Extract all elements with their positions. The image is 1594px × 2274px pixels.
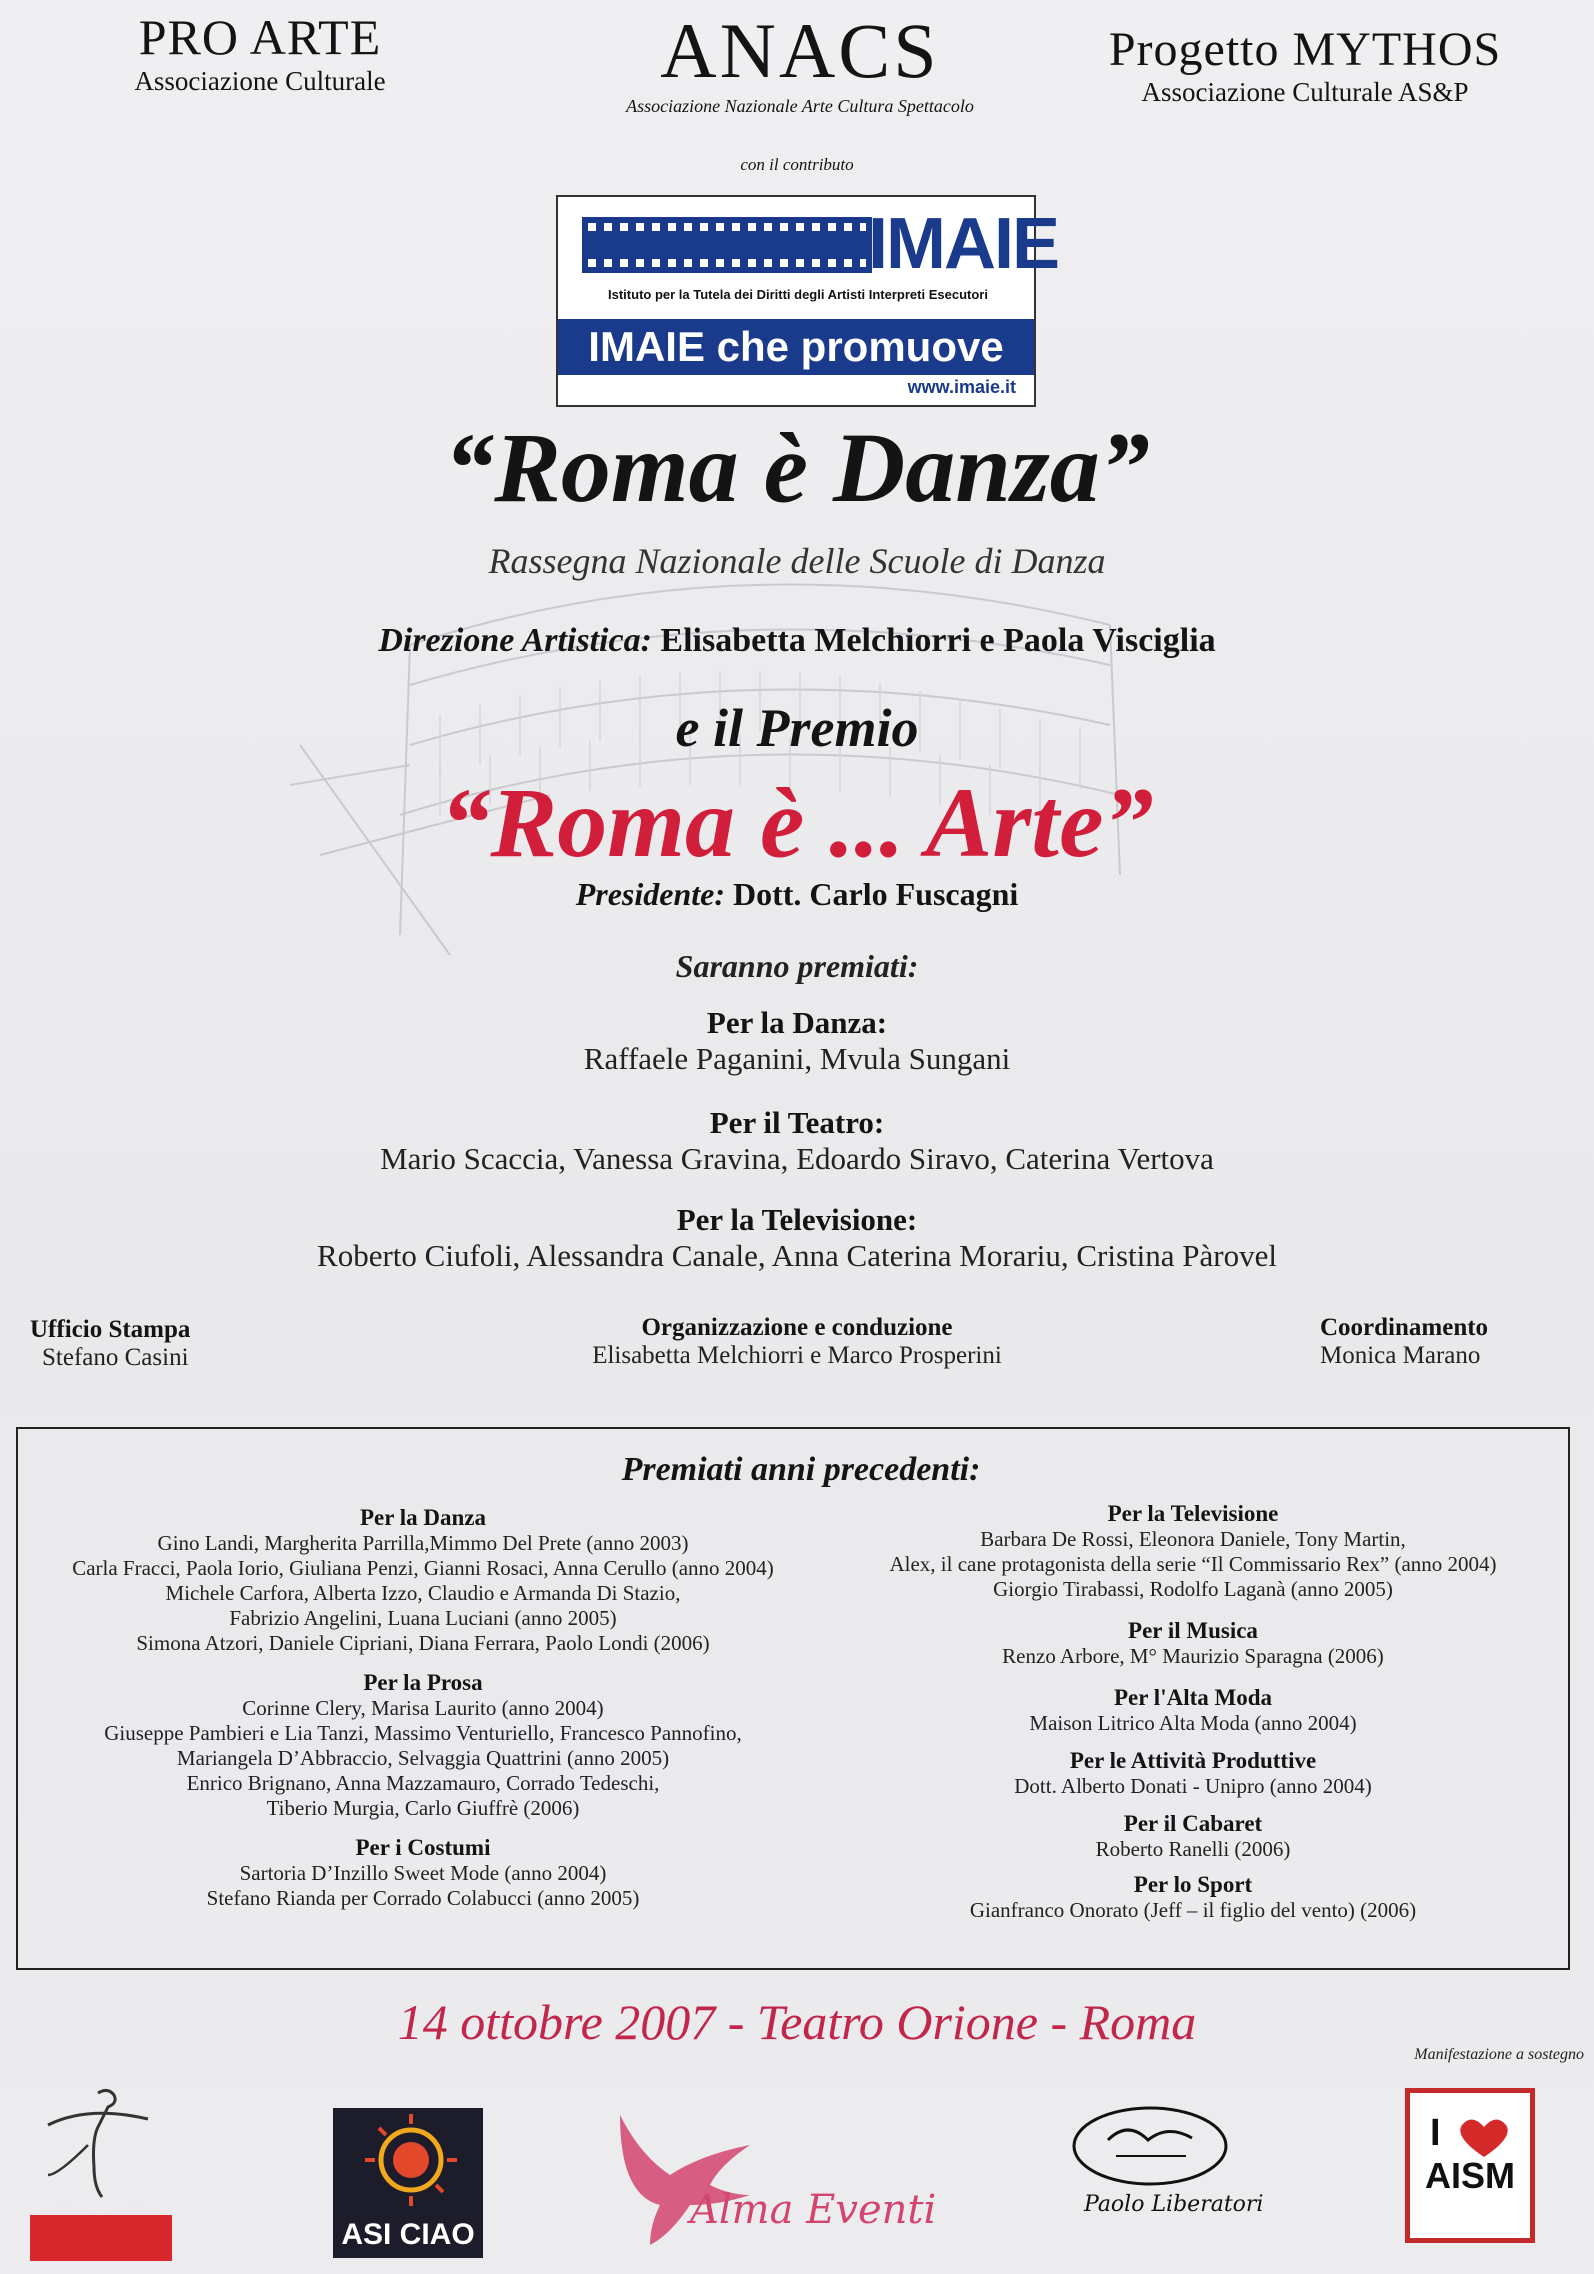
- premio-title: “Roma è ... Arte”: [440, 767, 1154, 878]
- org-anacs: [540, 6, 1060, 117]
- dancer-logo-icon: [28, 2085, 178, 2263]
- org-mythos-name: Progetto MYTHOS: [1108, 23, 1502, 76]
- sun-icon: [333, 2108, 483, 2218]
- imaie-caption: Istituto per la Tutela dei Diritti degli Artisti Interpreti Esecutori: [608, 287, 988, 302]
- past-costumi-group: [28, 1835, 818, 1911]
- credit-organizzazione: [497, 1314, 1097, 1370]
- premio-intro: e il Premio: [675, 698, 919, 758]
- past-line: Dott. Alberto Donati - Unipro (anno 2004): [1014, 1774, 1372, 1798]
- past-line: Fabrizio Angelini, Luana Luciani (anno 2005): [229, 1606, 617, 1630]
- award-televisione: [100, 1202, 1494, 1274]
- credit-ufficio-val: Stefano Casini: [42, 1344, 189, 1371]
- past-tv-group: [828, 1501, 1558, 1602]
- credit-ufficio-head: Ufficio Stampa: [30, 1316, 191, 1343]
- liberatori-label: Paolo Liberatori: [1084, 2192, 1264, 2217]
- past-line: Enrico Brignano, Anna Mazzamauro, Corrado Tedeschi,: [186, 1771, 660, 1795]
- aism-heart-icon: [1410, 2097, 1530, 2157]
- aism-logo-icon: [1405, 2088, 1535, 2243]
- past-prosa-head: Per la Prosa: [363, 1670, 483, 1695]
- liberatori-logo-icon: [1068, 2100, 1238, 2190]
- org-mythos: [1080, 22, 1530, 108]
- past-line: Gianfranco Onorato (Jeff – il figlio del vento) (2006): [969, 1898, 1417, 1922]
- credit-org-head: Organizzazione e conduzione: [641, 1314, 953, 1341]
- org-anacs-name: ANACS: [660, 7, 940, 94]
- past-line: Corinne Clery, Marisa Laurito (anno 2004): [242, 1696, 604, 1720]
- award-teatro: [100, 1105, 1494, 1177]
- liberatori-logo: [1060, 2100, 1270, 2230]
- past-costumi-head: Per i Costumi: [355, 1835, 491, 1860]
- past-line: Michele Carfora, Alberta Izzo, Claudio e Armanda Di Stazio,: [165, 1581, 681, 1605]
- sostegno-label: Manifestazione a sostegno: [1414, 2046, 1584, 2063]
- president-name: Dott. Carlo Fuscagni: [732, 876, 1019, 912]
- imaie-url: www.imaie.it: [907, 377, 1016, 397]
- past-prosa-group: [28, 1670, 818, 1821]
- credit-org-val: Elisabetta Melchiorri e Marco Prosperini: [592, 1342, 1002, 1369]
- past-line: Stefano Rianda per Corrado Colabucci (anno 2005): [206, 1886, 640, 1910]
- past-produttive-head: Per le Attività Produttive: [1069, 1748, 1317, 1773]
- past-line: Giuseppe Pambieri e Lia Tanzi, Massimo Venturiello, Francesco Pannofino,: [104, 1721, 742, 1745]
- event-subtitle: Rassegna Nazionale delle Scuole di Danza: [488, 541, 1106, 581]
- past-cabaret-group: [828, 1811, 1558, 1862]
- org-pro-arte-sub: Associazione Culturale: [134, 66, 386, 96]
- past-right-column: [828, 1501, 1558, 1923]
- award-teatro-names: Mario Scaccia, Vanessa Gravina, Edoardo Siravo, Caterina Vertova: [380, 1141, 1214, 1176]
- credit-coordinamento: [1320, 1314, 1580, 1370]
- past-line: Tiberio Murgia, Carlo Giuffrè (2006): [266, 1796, 580, 1820]
- past-line: Mariangela D’Abbraccio, Selvaggia Quattrini (anno 2005): [176, 1746, 670, 1770]
- alma-eventi-logo: [600, 2105, 980, 2255]
- president-line: [300, 876, 1294, 913]
- event-title: “Roma è Danza”: [444, 412, 1150, 523]
- past-danza-group: [28, 1505, 818, 1656]
- past-line: Simona Atzori, Daniele Cipriani, Diana Ferrara, Paolo Londi (2006): [136, 1631, 710, 1655]
- asi-ciao-label: ASI CIAO: [341, 2218, 475, 2251]
- award-danza-head: Per la Danza:: [706, 1005, 888, 1040]
- past-line: Carla Fracci, Paola Iorio, Giuliana Penzi, Gianni Rosaci, Anna Cerullo (anno 2004): [72, 1556, 774, 1580]
- past-line: Sartoria D’Inzillo Sweet Mode (anno 2004): [239, 1861, 607, 1885]
- past-line: Renzo Arbore, M° Maurizio Sparagna (2006): [1002, 1644, 1384, 1668]
- past-line: Giorgio Tirabassi, Rodolfo Laganà (anno 2005): [993, 1577, 1393, 1601]
- imaie-band: IMAIE che promuove: [558, 319, 1034, 375]
- past-winners-title: Premiati anni precedenti:: [621, 1451, 981, 1488]
- org-anacs-sub: Associazione Nazionale Arte Cultura Spettacolo: [626, 96, 974, 116]
- past-left-column: [28, 1505, 818, 1911]
- past-line: Maison Litrico Alta Moda (anno 2004): [1029, 1711, 1357, 1735]
- past-produttive-group: [828, 1748, 1558, 1799]
- president-label: Presidente:: [575, 876, 725, 912]
- contrib-label: con il contributo: [740, 155, 854, 174]
- past-line: Alex, il cane protagonista della serie “Il Commissario Rex” (anno 2004): [889, 1552, 1497, 1576]
- imaie-logo-box: [556, 195, 1059, 407]
- credit-ufficio-stampa: [30, 1316, 330, 1372]
- aism-label: AISM: [1425, 2155, 1515, 2196]
- past-line: Barbara De Rossi, Eleonora Daniele, Tony Martin,: [980, 1527, 1406, 1551]
- imaie-logo-text: IMAIE: [868, 204, 1059, 284]
- org-pro-arte-name: PRO ARTE: [138, 9, 382, 65]
- credit-coord-val: Monica Marano: [1320, 1342, 1481, 1369]
- past-sport-head: Per lo Sport: [1133, 1872, 1253, 1897]
- award-danza-names: Raffaele Paganini, Mvula Sungani: [583, 1041, 1011, 1076]
- past-tv-head: Per la Televisione: [1107, 1501, 1279, 1526]
- past-musica-head: Per il Musica: [1128, 1618, 1258, 1643]
- award-tv-names: Roberto Ciufoli, Alessandra Canale, Anna Caterina Morariu, Cristina Pàrovel: [317, 1238, 1277, 1273]
- credit-coord-head: Coordinamento: [1320, 1314, 1489, 1341]
- award-danza: [100, 1005, 1494, 1077]
- saranno-premiati: Saranno premiati:: [675, 948, 919, 984]
- past-winners-box: [16, 1427, 1570, 1970]
- direction-names: Elisabetta Melchiorri e Paola Visciglia: [660, 622, 1216, 659]
- award-tv-head: Per la Televisione:: [676, 1202, 918, 1237]
- film-strip-icon: [582, 217, 872, 273]
- past-altamoda-head: Per l'Alta Moda: [1114, 1685, 1272, 1710]
- alma-eventi-label: Alma Eventi: [690, 2187, 937, 2233]
- past-sport-group: [828, 1872, 1558, 1923]
- past-line: Gino Landi, Margherita Parrilla,Mimmo Del Prete (anno 2003): [157, 1531, 689, 1555]
- asi-ciao-logo-icon: [333, 2108, 483, 2258]
- past-musica-group: [828, 1618, 1558, 1669]
- event-date-venue: 14 ottobre 2007 - Teatro Orione - Roma: [397, 1994, 1197, 2050]
- award-teatro-head: Per il Teatro:: [709, 1105, 885, 1140]
- org-mythos-sub: Associazione Culturale AS&P: [1141, 77, 1469, 107]
- aism-i-text: I: [1430, 2112, 1441, 2154]
- org-pro-arte: [90, 8, 430, 97]
- artistic-direction: [150, 622, 1444, 660]
- past-danza-head: Per la Danza: [359, 1505, 487, 1530]
- past-cabaret-head: Per il Cabaret: [1123, 1811, 1263, 1836]
- past-line: Roberto Ranelli (2006): [1095, 1837, 1291, 1861]
- direction-label: Direzione Artistica:: [378, 622, 652, 659]
- past-altamoda-group: [828, 1685, 1558, 1736]
